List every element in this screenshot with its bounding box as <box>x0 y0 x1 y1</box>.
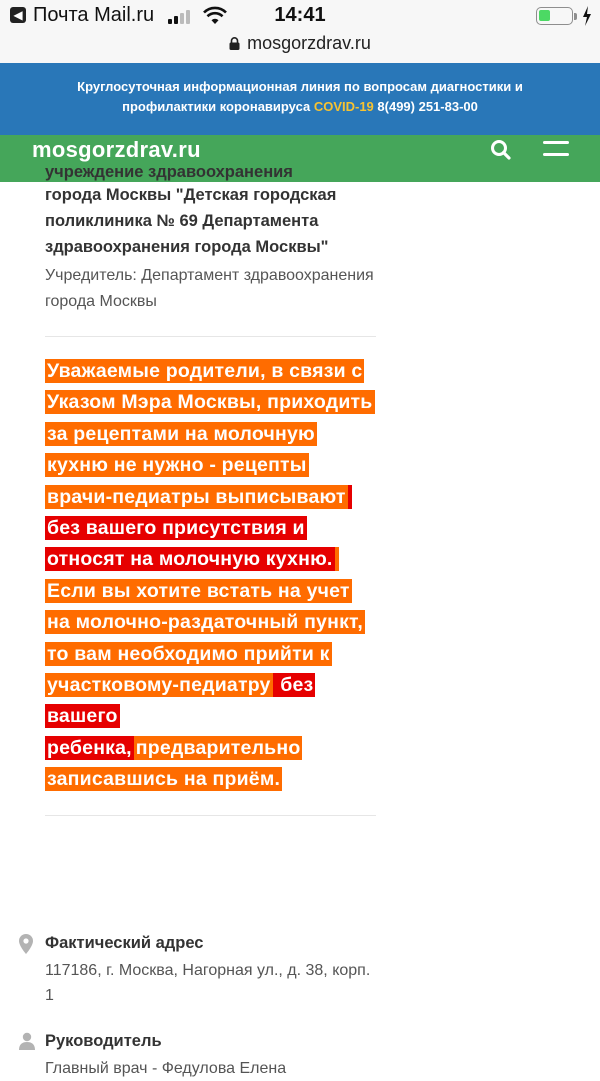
search-icon[interactable] <box>490 139 512 161</box>
head-physician-title: Руководитель <box>45 1032 162 1050</box>
charging-bolt-icon <box>582 6 592 26</box>
banner-covid-label: COVID-19 <box>313 99 374 114</box>
banner-text: Круглосуточная информационная линия по вопросам диагностики и профилактики коронавируса <box>77 79 523 114</box>
organization-title <box>45 163 376 260</box>
divider <box>45 815 376 816</box>
map-pin-icon <box>19 934 33 954</box>
covid-hotline-banner <box>0 63 600 135</box>
head-physician-value: Главный врач - Федулова Елена <box>45 1060 287 1077</box>
browser-url-bar[interactable] <box>0 32 600 63</box>
back-app-name[interactable]: Почта Mail.ru <box>33 4 155 26</box>
ios-status-bar <box>0 0 600 32</box>
lock-icon <box>229 37 240 50</box>
banner-phone[interactable]: 8(499) 251-83-00 <box>373 99 478 114</box>
milk-kitchen-notice <box>45 356 376 796</box>
divider <box>45 336 376 337</box>
notice-text-red: без вашего ребенка, <box>47 674 314 759</box>
back-to-app-icon[interactable]: ◀ <box>10 7 26 23</box>
url-text[interactable]: mosgorzdrav.ru <box>247 33 371 53</box>
battery-icon <box>536 7 573 25</box>
address-value: 117186, г. Москва, Нагорная ул., д. 38, корп. 1 <box>45 962 371 1004</box>
notice-text-red: без вашего присутствия и относят на молочную кухню. <box>45 485 352 572</box>
notice-text-orange: Если вы хотите встать на учет на молочно-раздаточный пункт, то вам необходимо прийти к участковому-педиатру <box>45 547 365 697</box>
battery-tip <box>574 13 577 20</box>
site-logo[interactable]: mosgorzdrav.ru <box>32 137 201 162</box>
founder-text: Учредитель: Департамент здравоохранения города Москвы <box>45 267 374 310</box>
clock-time: 14:41 <box>274 4 326 26</box>
person-icon <box>19 1032 35 1050</box>
notice-text-orange: предварительно записавшись на приём. <box>47 736 301 791</box>
main-content <box>45 163 376 816</box>
organization-title-cut: учреждение здравоохранения <box>45 163 293 181</box>
hamburger-menu-icon[interactable] <box>543 139 569 159</box>
notice-text-orange: Уважаемые родители, в связи с Указом Мэра Москвы, приходить за рецептами на молочную кухню не нужно - рецепты врачи-педиатры выписывают <box>47 360 373 508</box>
organization-title-text: города Москвы "Детская городская поликлиника № 69 Департамента здравоохранения города Москвы" <box>45 186 337 256</box>
battery-level-fill <box>539 10 550 21</box>
address-title: Фактический адрес <box>45 934 204 952</box>
